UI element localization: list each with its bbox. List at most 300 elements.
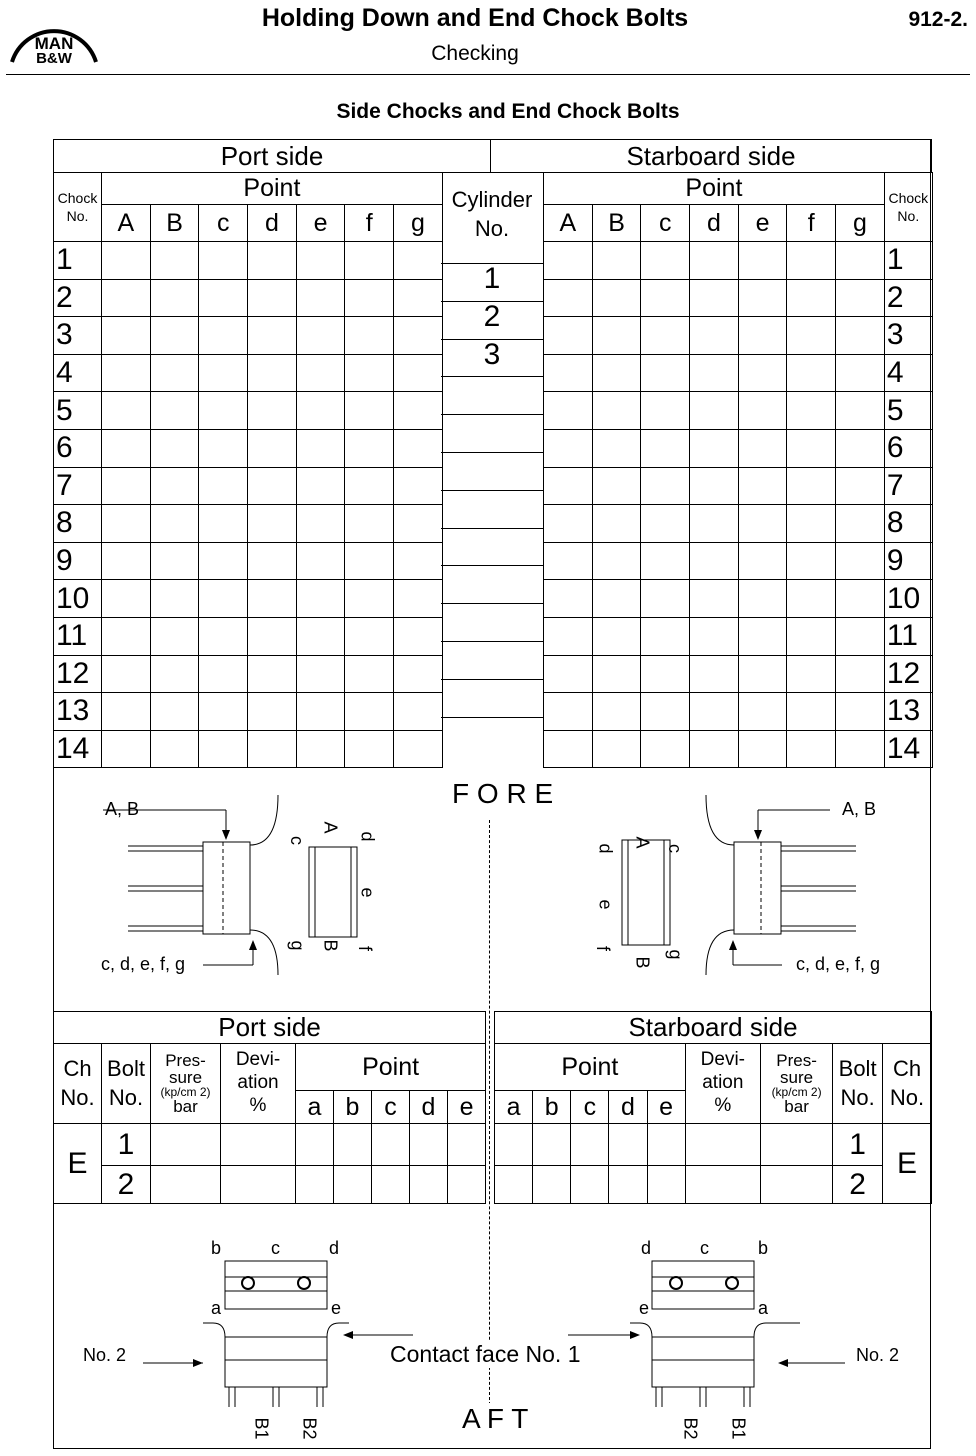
measurement-cell[interactable] xyxy=(544,580,593,618)
measurement-cell[interactable] xyxy=(199,392,248,430)
measurement-cell[interactable] xyxy=(248,617,297,655)
measurement-cell[interactable] xyxy=(592,317,641,355)
no-label: No. xyxy=(66,208,89,224)
label-a-b: A, B xyxy=(842,799,877,819)
measurement-cell[interactable] xyxy=(102,467,151,505)
measurement-cell[interactable] xyxy=(150,617,199,655)
measurement-cell[interactable] xyxy=(641,279,690,317)
chock-row xyxy=(54,505,443,543)
measurement-cell[interactable] xyxy=(787,429,836,467)
measurement-cell[interactable] xyxy=(345,505,394,543)
measurement-cell[interactable] xyxy=(592,242,641,280)
measurement-cell[interactable] xyxy=(296,542,345,580)
measurement-cell[interactable] xyxy=(641,354,690,392)
measurement-cell[interactable] xyxy=(787,617,836,655)
side-header-row xyxy=(53,139,932,173)
measurement-cell[interactable] xyxy=(102,429,151,467)
measurement-cell[interactable] xyxy=(394,730,443,768)
measurement-cell[interactable] xyxy=(199,354,248,392)
measurement-cell[interactable] xyxy=(345,580,394,618)
chock-number: 14 xyxy=(54,730,102,768)
measurement-cell[interactable] xyxy=(836,467,885,505)
measurement-cell[interactable] xyxy=(690,580,739,618)
measurement-cell[interactable] xyxy=(199,580,248,618)
measurement-cell[interactable] xyxy=(690,392,739,430)
bolt-label: Bolt xyxy=(838,1055,877,1081)
measurement-cell[interactable] xyxy=(248,730,297,768)
measurement-cell[interactable] xyxy=(836,354,885,392)
measurement-cell[interactable] xyxy=(248,392,297,430)
chock-number: 5 xyxy=(54,392,102,430)
cell[interactable] xyxy=(151,1166,221,1204)
measurement-cell[interactable] xyxy=(836,542,885,580)
measurement-cell[interactable] xyxy=(641,392,690,430)
no-label: No. xyxy=(840,1084,875,1110)
measurement-cell[interactable] xyxy=(592,467,641,505)
chock-row xyxy=(54,730,443,768)
measurement-cell[interactable] xyxy=(150,580,199,618)
measurement-cell[interactable] xyxy=(394,429,443,467)
chock-row xyxy=(544,279,933,317)
cell[interactable] xyxy=(647,1166,685,1204)
measurement-cell[interactable] xyxy=(836,655,885,693)
measurement-cell[interactable] xyxy=(690,279,739,317)
measurement-cell[interactable] xyxy=(150,505,199,543)
measurement-cell[interactable] xyxy=(836,617,885,655)
measurement-cell[interactable] xyxy=(248,242,297,280)
measurement-cell[interactable] xyxy=(102,655,151,693)
point-col-B: B xyxy=(592,205,641,242)
unit-label: (kp/cm 2) xyxy=(771,1085,822,1099)
measurement-cell[interactable] xyxy=(345,693,394,731)
cylinder-row-line xyxy=(441,717,543,718)
no-label: No. xyxy=(60,1084,95,1110)
ch-no-header xyxy=(883,1044,932,1124)
measurement-cell[interactable] xyxy=(592,542,641,580)
ch-label: Ch xyxy=(892,1055,922,1081)
measurement-cell[interactable] xyxy=(544,354,593,392)
cell[interactable] xyxy=(571,1124,609,1166)
chock-row xyxy=(54,429,443,467)
measurement-cell[interactable] xyxy=(102,542,151,580)
chock-e: E xyxy=(883,1124,932,1204)
measurement-cell[interactable] xyxy=(345,392,394,430)
measurement-cell[interactable] xyxy=(592,392,641,430)
cell[interactable] xyxy=(495,1124,533,1166)
measurement-cell[interactable] xyxy=(641,505,690,543)
measurement-cell[interactable] xyxy=(394,392,443,430)
measurement-cell[interactable] xyxy=(690,467,739,505)
measurement-cell[interactable] xyxy=(690,317,739,355)
measurement-cell[interactable] xyxy=(296,655,345,693)
measurement-cell[interactable] xyxy=(544,655,593,693)
measurement-cell[interactable] xyxy=(102,730,151,768)
measurement-cell[interactable] xyxy=(296,317,345,355)
measurement-cell[interactable] xyxy=(345,730,394,768)
unit-label: (kp/cm 2) xyxy=(160,1085,211,1099)
cell[interactable] xyxy=(334,1124,372,1166)
measurement-cell[interactable] xyxy=(150,279,199,317)
no2-label: No. 2 xyxy=(83,1345,127,1365)
measurement-cell[interactable] xyxy=(787,505,836,543)
measurement-cell[interactable] xyxy=(787,730,836,768)
measurement-cell[interactable] xyxy=(102,392,151,430)
measurement-cell[interactable] xyxy=(150,354,199,392)
measurement-cell[interactable] xyxy=(248,542,297,580)
measurement-cell[interactable] xyxy=(787,242,836,280)
letter-e: e xyxy=(595,899,616,910)
measurement-cell[interactable] xyxy=(150,655,199,693)
measurement-cell[interactable] xyxy=(248,317,297,355)
measurement-cell[interactable] xyxy=(544,505,593,543)
measurement-cell[interactable] xyxy=(592,617,641,655)
measurement-cell[interactable] xyxy=(394,505,443,543)
cell[interactable] xyxy=(334,1166,372,1204)
measurement-cell[interactable] xyxy=(296,693,345,731)
measurement-cell[interactable] xyxy=(150,467,199,505)
measurement-cell[interactable] xyxy=(150,242,199,280)
measurement-cell[interactable] xyxy=(199,279,248,317)
measurement-cell[interactable] xyxy=(199,505,248,543)
starboard-side-header: Starboard side xyxy=(491,140,932,173)
letter-c: c xyxy=(287,836,307,845)
measurement-cell[interactable] xyxy=(199,655,248,693)
letter-c: c xyxy=(271,1238,280,1258)
chock-row xyxy=(54,617,443,655)
measurement-cell[interactable] xyxy=(199,693,248,731)
measurement-cell[interactable] xyxy=(787,467,836,505)
measurement-cell[interactable] xyxy=(248,279,297,317)
measurement-cell[interactable] xyxy=(345,542,394,580)
measurement-cell[interactable] xyxy=(394,580,443,618)
measurement-cell[interactable] xyxy=(345,279,394,317)
measurement-cell[interactable] xyxy=(296,354,345,392)
measurement-cell[interactable] xyxy=(690,242,739,280)
measurement-cell[interactable] xyxy=(296,279,345,317)
measurement-cell[interactable] xyxy=(296,392,345,430)
measurement-cell[interactable] xyxy=(787,317,836,355)
measurement-cell[interactable] xyxy=(690,693,739,731)
cell[interactable] xyxy=(448,1124,486,1166)
measurement-cell[interactable] xyxy=(102,317,151,355)
ation-label: ation xyxy=(702,1072,744,1094)
cell[interactable] xyxy=(448,1166,486,1204)
measurement-cell[interactable] xyxy=(345,317,394,355)
measurement-cell[interactable] xyxy=(836,580,885,618)
measurement-cell[interactable] xyxy=(199,242,248,280)
measurement-cell[interactable] xyxy=(544,693,593,731)
measurement-cell[interactable] xyxy=(150,542,199,580)
cell[interactable] xyxy=(410,1166,448,1204)
measurement-cell[interactable] xyxy=(394,617,443,655)
cell[interactable] xyxy=(760,1166,832,1204)
point-col-c: c xyxy=(641,205,690,242)
measurement-cell[interactable] xyxy=(738,354,787,392)
measurement-cell[interactable] xyxy=(394,317,443,355)
measurement-cell[interactable] xyxy=(690,617,739,655)
measurement-cell[interactable] xyxy=(641,730,690,768)
measurement-cell[interactable] xyxy=(641,693,690,731)
cell[interactable] xyxy=(372,1124,410,1166)
chock-number: 9 xyxy=(54,542,102,580)
measurement-cell[interactable] xyxy=(641,580,690,618)
measurement-cell[interactable] xyxy=(544,392,593,430)
measurement-cell[interactable] xyxy=(102,580,151,618)
pressure-header xyxy=(760,1044,832,1124)
cell[interactable] xyxy=(533,1124,571,1166)
measurement-cell[interactable] xyxy=(199,542,248,580)
cell[interactable] xyxy=(221,1124,296,1166)
cell[interactable] xyxy=(495,1166,533,1204)
no-label: No. xyxy=(474,215,510,241)
measurement-cell[interactable] xyxy=(738,279,787,317)
measurement-cell[interactable] xyxy=(836,392,885,430)
cell[interactable] xyxy=(533,1166,571,1204)
measurement-cell[interactable] xyxy=(199,317,248,355)
measurement-cell[interactable] xyxy=(248,429,297,467)
cylinder-row-line xyxy=(441,565,543,566)
measurement-cell[interactable] xyxy=(248,580,297,618)
measurement-cell[interactable] xyxy=(641,617,690,655)
measurement-cell[interactable] xyxy=(296,730,345,768)
measurement-cell[interactable] xyxy=(592,730,641,768)
chock-row xyxy=(54,242,443,280)
measurement-cell[interactable] xyxy=(690,542,739,580)
measurement-cell[interactable] xyxy=(641,429,690,467)
chock-number: 14 xyxy=(884,730,932,768)
measurement-cell[interactable] xyxy=(592,505,641,543)
bolt-2: 2 xyxy=(102,1166,151,1204)
cell[interactable] xyxy=(609,1124,647,1166)
measurement-cell[interactable] xyxy=(199,429,248,467)
measurement-cell[interactable] xyxy=(738,242,787,280)
measurement-cell[interactable] xyxy=(592,354,641,392)
bolt-2: 2 xyxy=(833,1166,883,1204)
measurement-cell[interactable] xyxy=(592,580,641,618)
measurement-cell[interactable] xyxy=(592,279,641,317)
point-columns-row xyxy=(544,205,933,242)
measurement-cell[interactable] xyxy=(199,467,248,505)
measurement-cell[interactable] xyxy=(150,392,199,430)
measurement-cell[interactable] xyxy=(690,505,739,543)
measurement-cell[interactable] xyxy=(345,617,394,655)
measurement-cell[interactable] xyxy=(738,655,787,693)
measurement-cell[interactable] xyxy=(102,617,151,655)
deviation-header xyxy=(685,1044,760,1124)
measurement-cell[interactable] xyxy=(641,317,690,355)
chock-number: 5 xyxy=(884,392,932,430)
bar-label: bar xyxy=(784,1097,809,1116)
measurement-cell[interactable] xyxy=(345,429,394,467)
measurement-cell[interactable] xyxy=(394,354,443,392)
cylinder-row-line xyxy=(441,679,543,680)
measurement-cell[interactable] xyxy=(690,655,739,693)
measurement-cell[interactable] xyxy=(102,505,151,543)
measurement-cell[interactable] xyxy=(296,617,345,655)
measurement-cell[interactable] xyxy=(592,429,641,467)
point-col-g: g xyxy=(394,205,443,242)
measurement-cell[interactable] xyxy=(738,467,787,505)
measurement-cell[interactable] xyxy=(787,279,836,317)
letter-c: c xyxy=(700,1238,709,1258)
letter-e: e xyxy=(639,1298,650,1318)
measurement-cell[interactable] xyxy=(394,242,443,280)
measurement-cell[interactable] xyxy=(592,655,641,693)
cell[interactable] xyxy=(685,1124,760,1166)
chock-row xyxy=(54,317,443,355)
chock-row xyxy=(54,542,443,580)
cell[interactable] xyxy=(372,1166,410,1204)
measurement-cell[interactable] xyxy=(345,467,394,505)
point-col-a: a xyxy=(495,1091,533,1124)
measurement-cell[interactable] xyxy=(690,730,739,768)
measurement-cell[interactable] xyxy=(394,279,443,317)
measurement-cell[interactable] xyxy=(592,693,641,731)
measurement-cell[interactable] xyxy=(836,429,885,467)
measurement-cell[interactable] xyxy=(738,730,787,768)
b2-label: B2 xyxy=(299,1417,320,1440)
measurement-cell[interactable] xyxy=(641,655,690,693)
cylinder-row-line xyxy=(441,414,543,415)
measurement-cell[interactable] xyxy=(248,467,297,505)
point-col-c: c xyxy=(199,205,248,242)
chock-row xyxy=(544,580,933,618)
letter-b: B xyxy=(632,956,653,969)
measurement-cell[interactable] xyxy=(394,655,443,693)
pressure-header xyxy=(151,1044,221,1124)
chock-no-header xyxy=(54,173,102,242)
cylinder-number: 2 xyxy=(483,299,501,333)
cell[interactable] xyxy=(410,1124,448,1166)
measurement-cell[interactable] xyxy=(345,354,394,392)
measurement-cell[interactable] xyxy=(544,279,593,317)
measurement-cell[interactable] xyxy=(836,730,885,768)
chock-number: 1 xyxy=(884,242,932,280)
measurement-cell[interactable] xyxy=(544,242,593,280)
measurement-cell[interactable] xyxy=(641,467,690,505)
measurement-cell[interactable] xyxy=(787,392,836,430)
letter-a: A xyxy=(320,821,341,834)
measurement-cell[interactable] xyxy=(394,542,443,580)
cell[interactable] xyxy=(685,1166,760,1204)
bar-label: bar xyxy=(173,1097,198,1116)
sure-label: sure xyxy=(780,1068,814,1087)
letter-b: B xyxy=(320,939,341,952)
measurement-cell[interactable] xyxy=(738,429,787,467)
measurement-cell[interactable] xyxy=(102,242,151,280)
measurement-cell[interactable] xyxy=(150,429,199,467)
chock-number: 4 xyxy=(54,354,102,392)
measurement-cell[interactable] xyxy=(787,542,836,580)
measurement-cell[interactable] xyxy=(738,392,787,430)
b2-label: B2 xyxy=(680,1417,701,1440)
measurement-cell[interactable] xyxy=(248,693,297,731)
cylinder-row-line xyxy=(441,490,543,491)
measurement-cell[interactable] xyxy=(836,693,885,731)
measurement-cell[interactable] xyxy=(150,693,199,731)
measurement-cell[interactable] xyxy=(836,279,885,317)
measurement-cell[interactable] xyxy=(296,580,345,618)
chock-row xyxy=(544,317,933,355)
letter-a: A xyxy=(632,836,653,849)
cell[interactable] xyxy=(221,1166,296,1204)
cell[interactable] xyxy=(296,1124,334,1166)
measurement-cell[interactable] xyxy=(199,730,248,768)
measurement-cell[interactable] xyxy=(641,242,690,280)
measurement-cell[interactable] xyxy=(248,655,297,693)
cylinder-row-line xyxy=(441,641,543,642)
measurement-cell[interactable] xyxy=(787,580,836,618)
measurement-cell[interactable] xyxy=(296,242,345,280)
measurement-cell[interactable] xyxy=(544,730,593,768)
measurement-cell[interactable] xyxy=(690,354,739,392)
cell[interactable] xyxy=(760,1124,832,1166)
label-c-d-e-f-g: c, d, e, f, g xyxy=(796,954,881,974)
measurement-cell[interactable] xyxy=(345,655,394,693)
measurement-cell[interactable] xyxy=(690,429,739,467)
measurement-cell[interactable] xyxy=(345,242,394,280)
measurement-cell[interactable] xyxy=(738,505,787,543)
measurement-cell[interactable] xyxy=(544,542,593,580)
letter-d: d xyxy=(357,831,378,842)
measurement-cell[interactable] xyxy=(102,279,151,317)
ch-no-header xyxy=(54,1044,102,1124)
measurement-cell[interactable] xyxy=(787,693,836,731)
measurement-cell[interactable] xyxy=(394,693,443,731)
measurement-cell[interactable] xyxy=(738,693,787,731)
measurement-cell[interactable] xyxy=(544,429,593,467)
measurement-cell[interactable] xyxy=(641,542,690,580)
chock-number: 3 xyxy=(54,317,102,355)
measurement-cell[interactable] xyxy=(544,467,593,505)
pres-label: Pres- xyxy=(776,1051,817,1070)
measurement-cell[interactable] xyxy=(102,693,151,731)
cell[interactable] xyxy=(647,1124,685,1166)
measurement-cell[interactable] xyxy=(150,730,199,768)
measurement-cell[interactable] xyxy=(738,317,787,355)
measurement-cell[interactable] xyxy=(296,467,345,505)
measurement-cell[interactable] xyxy=(199,617,248,655)
cell[interactable] xyxy=(151,1124,221,1166)
point-col-g: g xyxy=(836,205,885,242)
measurement-cell[interactable] xyxy=(738,542,787,580)
measurement-cell[interactable] xyxy=(248,505,297,543)
document-title: Holding Down and End Chock Bolts xyxy=(261,4,689,32)
cell[interactable] xyxy=(571,1166,609,1204)
measurement-cell[interactable] xyxy=(787,655,836,693)
cell[interactable] xyxy=(609,1166,647,1204)
measurement-cell[interactable] xyxy=(150,317,199,355)
measurement-cell[interactable] xyxy=(836,317,885,355)
cell[interactable] xyxy=(296,1166,334,1204)
measurement-cell[interactable] xyxy=(836,242,885,280)
measurement-cell[interactable] xyxy=(738,580,787,618)
chock-number: 13 xyxy=(884,693,932,731)
chock-number: 12 xyxy=(884,655,932,693)
measurement-cell[interactable] xyxy=(248,354,297,392)
measurement-cell[interactable] xyxy=(544,317,593,355)
measurement-cell[interactable] xyxy=(394,467,443,505)
measurement-cell[interactable] xyxy=(836,505,885,543)
measurement-cell[interactable] xyxy=(296,429,345,467)
measurement-cell[interactable] xyxy=(544,617,593,655)
measurement-cell[interactable] xyxy=(296,505,345,543)
measurement-cell[interactable] xyxy=(787,354,836,392)
measurement-cell[interactable] xyxy=(102,354,151,392)
measurement-cell[interactable] xyxy=(738,617,787,655)
chock-label: Chock xyxy=(888,189,929,206)
starboard-end-chock-diagram xyxy=(490,1215,931,1445)
